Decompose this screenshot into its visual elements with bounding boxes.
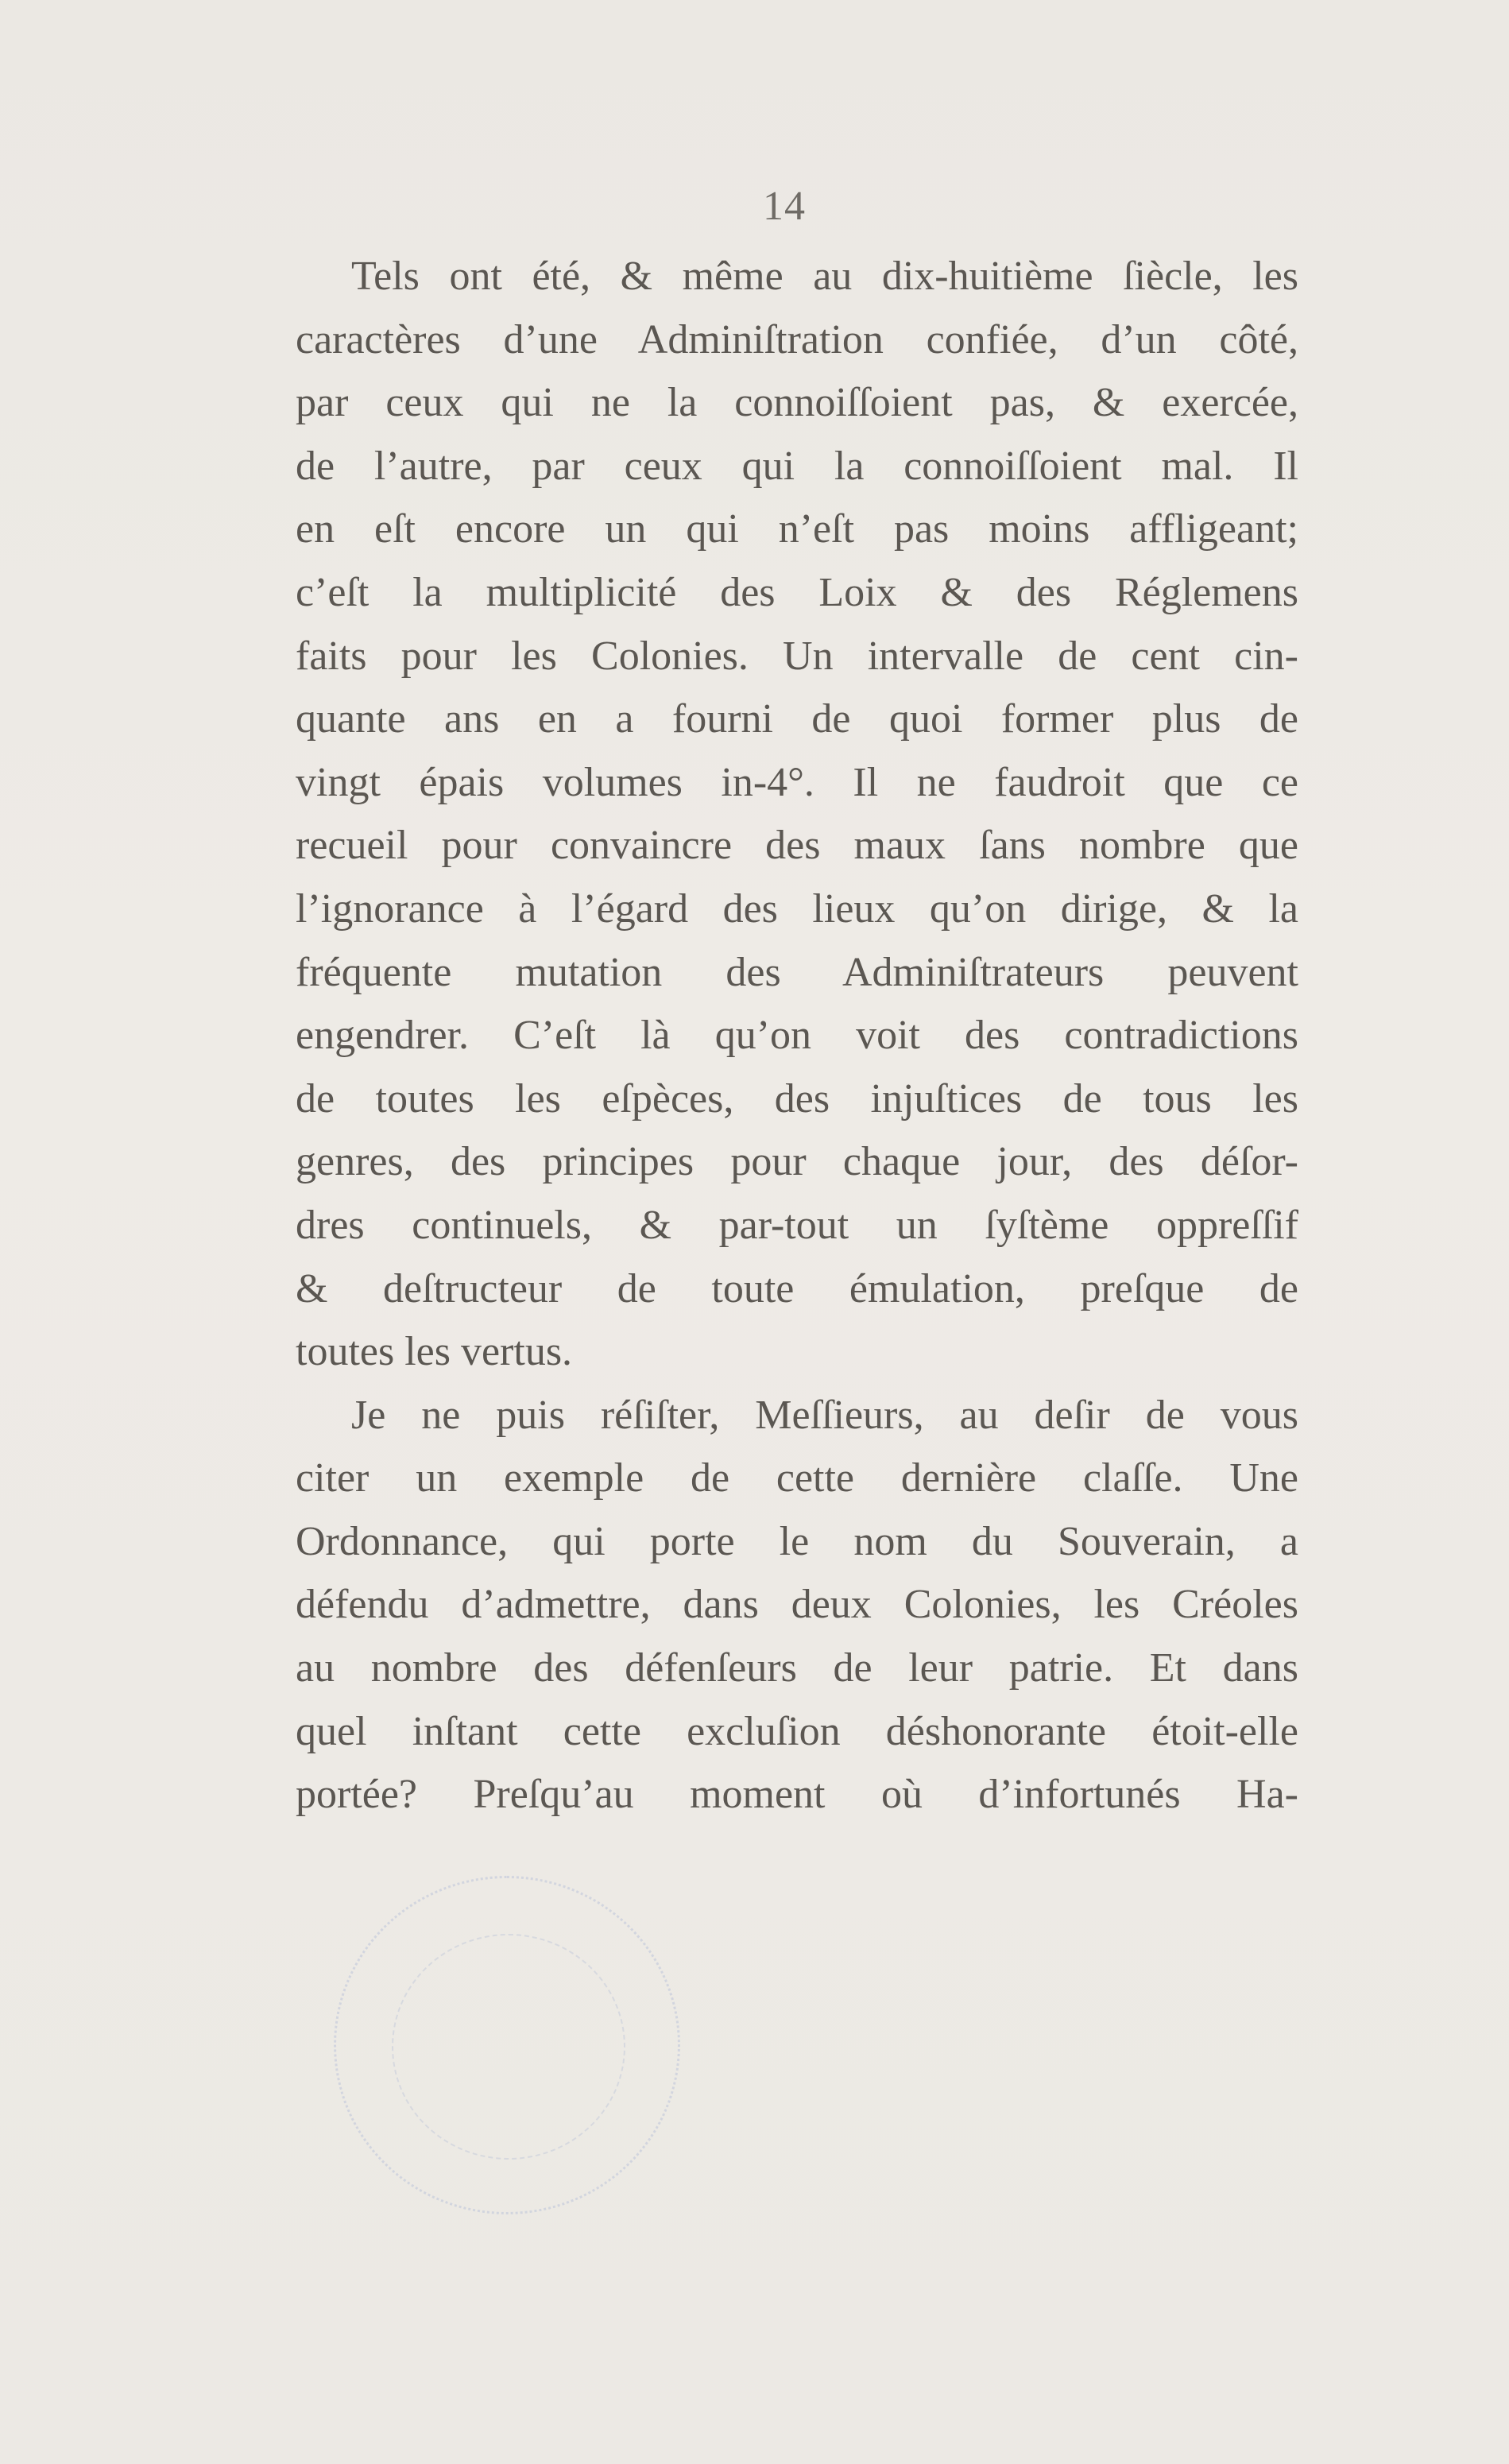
text-line: vingt épais volumes in-4°. Il ne faudroit que ce bbox=[296, 759, 1298, 805]
text-line: fréquente mutation des Adminiſtrateurs peuvent bbox=[296, 949, 1298, 995]
library-stamp-faint bbox=[334, 1876, 680, 2214]
text-line: Tels ont été, & même au dix-huitième ſiècle, les bbox=[351, 254, 1298, 299]
text-line: & deſtructeur de toute émulation, preſque de bbox=[296, 1265, 1298, 1311]
text-line: citer un exemple de cette dernière claſſe. Une bbox=[296, 1455, 1298, 1501]
page-number: 14 bbox=[763, 184, 806, 229]
text-line: genres, des principes pour chaque jour, des déſor- bbox=[296, 1139, 1298, 1185]
text-line: toutes les vertus. bbox=[296, 1329, 573, 1375]
text-line: quel inſtant cette excluſion déshonorante étoit-elle bbox=[296, 1708, 1298, 1754]
text-line: recueil pour convaincre des maux ſans nombre que bbox=[296, 823, 1298, 869]
text-line: portée? Preſqu’au moment où d’infortunés Ha- bbox=[296, 1772, 1298, 1818]
text-line: par ceux qui ne la connoiſſoient pas, & exercée, bbox=[296, 380, 1298, 426]
text-line: au nombre des défenſeurs de leur patrie. Et dans bbox=[296, 1645, 1298, 1691]
library-stamp-inner-ring bbox=[392, 1934, 625, 2160]
text-line: engendrer. C’eſt là qu’on voit des contradictions bbox=[296, 1013, 1298, 1059]
text-line: Ordonnance, qui porte le nom du Souverain, a bbox=[296, 1518, 1298, 1564]
text-line: de l’autre, par ceux qui la connoiſſoient mal. Il bbox=[296, 443, 1298, 489]
text-line: c’eſt la multiplicité des Loix & des Réglemens bbox=[296, 569, 1298, 615]
text-line: de toutes les eſpèces, des injuſtices de tous les bbox=[296, 1075, 1298, 1122]
body-text bbox=[296, 245, 1298, 1827]
text-line: faits pour les Colonies. Un intervalle de cent cin- bbox=[296, 633, 1298, 679]
text-line: caractères d’une Adminiſtration confiée, d’un côté, bbox=[296, 316, 1298, 362]
text-line: défendu d’admettre, dans deux Colonies, les Créoles bbox=[296, 1582, 1298, 1628]
text-line: dres continuels, & par-tout un ſyſtème oppreſſif bbox=[296, 1202, 1298, 1248]
text-line: l’ignorance à l’égard des lieux qu’on dirige, & la bbox=[296, 885, 1298, 932]
text-line: en eſt encore un qui n’eſt pas moins affligeant; bbox=[296, 506, 1298, 552]
text-line: Je ne puis réſiſter, Meſſieurs, au deſir de vous bbox=[351, 1392, 1298, 1438]
text-line: quante ans en a fourni de quoi former plus de bbox=[296, 696, 1298, 742]
